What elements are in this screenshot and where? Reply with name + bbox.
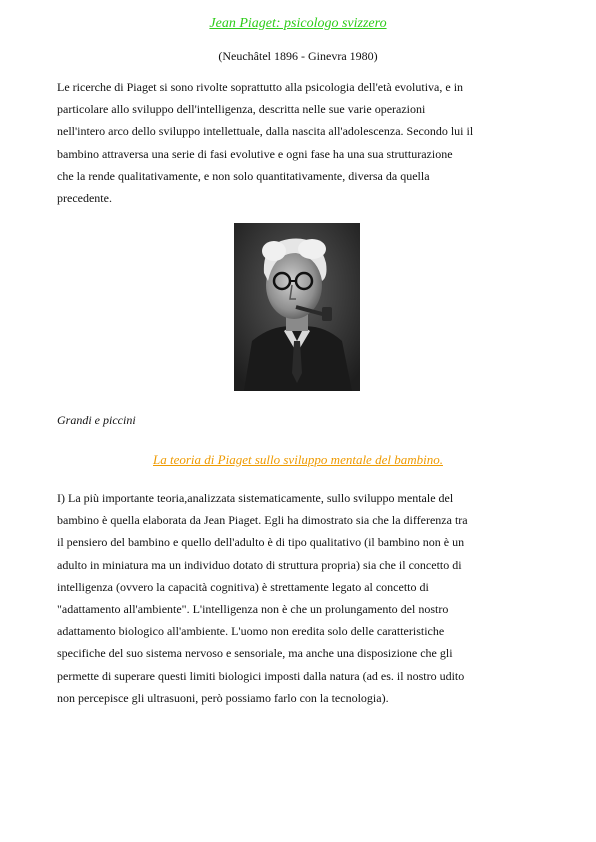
portrait-illustration bbox=[234, 223, 360, 391]
intro-paragraph: Le ricerche di Piaget si sono rivolte soprattutto alla psicologia dell'età evolutiva, e in particolare allo sviluppo dell'intelligenza, descritta nelle sue varie operazioni nell'intero arco dello sviluppo intellettuale, dalla nascita all'adolescenza. Secondo lui il bambino attraversa una serie di fasi evolutive e ogni fase ha una sua strutturazione che la rende qualitativamente, e non solo quantitativamente, diversa da quella precedente. bbox=[57, 80, 474, 206]
document-title: Jean Piaget: psicologo svizzero bbox=[209, 16, 387, 31]
section-body-paragraph: I) La più importante teoria,analizzata sistematicamente, sullo sviluppo mentale del bambino è quella elaborata da Jean Piaget. Egli ha dimostrato sia che la differenza tra il pensiero del bambino e quello dell'adulto è di tipo qualitativo (il bambino non è un adulto in miniatura ma un individuo dotato di struttura propria) sia che il concetto di intelligenza (ovvero la capacità cognitiva) è strettamente legato al concetto di "adattamento all'ambiente". L'intelligenza non è che un prolungamento del nostro adattamento biologico all'ambiente. L'uomo non eredita solo delle caratteristiche specifiche del suo sistema nervoso e sensoriale, ma anche una disposizione che gli permette di superare questi limiti biologici imposti dalla natura (ad es. il nostro udito non percepisce gli ultrasuoni, però possiamo farlo con la tecnologia). bbox=[57, 491, 468, 705]
section-label: Grandi e piccini bbox=[57, 413, 136, 427]
document-subtitle: (Neuchâtel 1896 - Ginevra 1980) bbox=[218, 49, 378, 63]
section-heading: La teoria di Piaget sullo sviluppo mentale del bambino. bbox=[153, 452, 443, 467]
piaget-portrait-photo bbox=[234, 223, 360, 391]
